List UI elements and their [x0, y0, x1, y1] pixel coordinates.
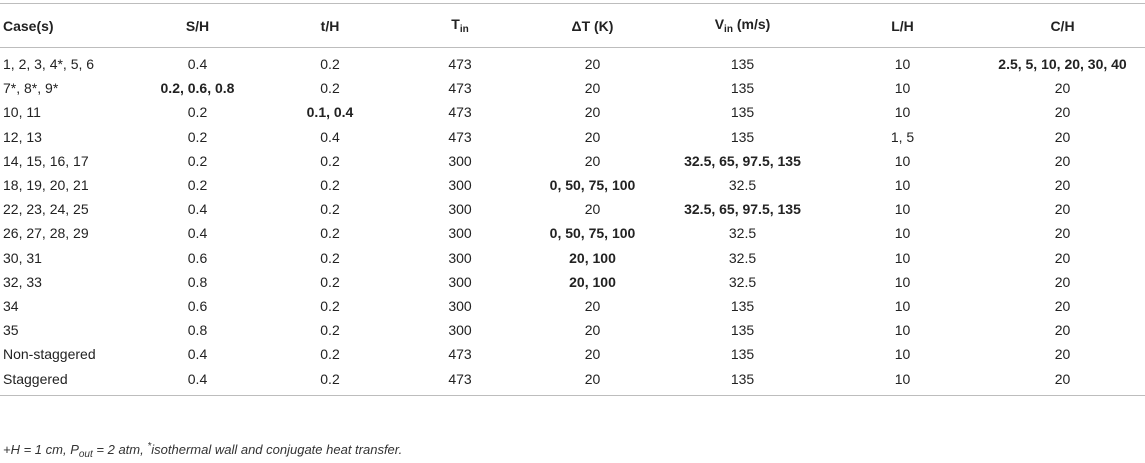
cell-vin: 135 [730, 322, 755, 339]
cell-case: 14, 15, 16, 17 [3, 152, 89, 169]
header-vin-sub: in [724, 24, 733, 35]
table-footnote [3, 441, 402, 460]
table-row [0, 149, 1145, 173]
cell-tin: 473 [448, 104, 472, 121]
header-dt: ΔT (K) [525, 4, 660, 48]
cell-th: 0.4 [320, 128, 340, 145]
cell-ch: 20 [1054, 80, 1071, 97]
cell-dt: 20 [584, 128, 601, 145]
cell-sh: 0.2, 0.6, 0.8 [160, 80, 235, 97]
cell-th: 0.2 [320, 249, 340, 266]
cell-tin: 300 [448, 297, 472, 314]
cell-sh: 0.8 [187, 273, 208, 290]
table-row [0, 318, 1145, 342]
cell-dt: 20, 100 [569, 249, 616, 266]
footnote-part2: = 2 atm, [92, 442, 148, 457]
cell-dt: 0, 50, 75, 100 [549, 177, 636, 194]
cell-ch: 20 [1054, 152, 1071, 169]
header-sh: S/H [130, 4, 265, 48]
cell-tin: 473 [448, 80, 472, 97]
cell-tin: 473 [448, 128, 472, 145]
cell-vin: 135 [730, 56, 755, 73]
cell-tin: 300 [448, 322, 472, 339]
cell-th: 0.2 [320, 152, 340, 169]
table-row [0, 173, 1145, 197]
cell-case: 18, 19, 20, 21 [3, 177, 89, 194]
header-tin-main: T [451, 16, 460, 32]
cell-sh: 0.4 [187, 201, 208, 218]
cell-tin: 300 [448, 249, 472, 266]
cell-ch: 20 [1054, 225, 1071, 242]
cell-dt: 20 [584, 56, 601, 73]
cell-vin: 32.5 [728, 177, 757, 194]
cell-ch: 20 [980, 366, 1145, 395]
table-row [0, 246, 1145, 270]
header-vin [660, 4, 825, 48]
cell-ch: 20 [1054, 201, 1071, 218]
cell-tin: 300 [448, 273, 472, 290]
cell-dt: 20 [584, 297, 601, 314]
cell-tin: 473 [448, 56, 472, 73]
cell-lh: 10 [894, 56, 911, 73]
header-vin-main: V [714, 16, 725, 32]
cell-th: 0.2 [320, 80, 340, 97]
cell-vin: 32.5 [728, 273, 757, 290]
cell-lh: 10 [894, 322, 911, 339]
cell-tin: 473 [395, 366, 525, 395]
cell-vin: 135 [730, 80, 755, 97]
cell-th: 0.2 [320, 225, 340, 242]
footnote-part1: +H = 1 cm, P [3, 442, 79, 457]
cell-sh: 0.2 [187, 177, 208, 194]
cell-case: 32, 33 [3, 273, 42, 290]
cell-ch: 20 [1054, 128, 1071, 145]
cell-case: 30, 31 [3, 249, 42, 266]
cell-vin: 135 [730, 346, 755, 363]
header-ch: C/H [980, 4, 1145, 48]
table-row [0, 366, 1145, 395]
cell-dt: 20 [584, 346, 601, 363]
footnote-part3: isothermal wall and conjugate heat transfer. [151, 442, 403, 457]
table-row [0, 221, 1145, 245]
cell-sh: 0.2 [187, 104, 208, 121]
footnote-sup: * [147, 441, 152, 452]
cell-tin: 300 [448, 177, 472, 194]
table-row [0, 294, 1145, 318]
cell-th: 0.2 [320, 56, 340, 73]
table-row [0, 270, 1145, 294]
cell-th: 0.2 [265, 366, 395, 395]
table-row [0, 342, 1145, 366]
cell-lh: 10 [894, 249, 911, 266]
cell-lh: 10 [894, 297, 911, 314]
cell-case: 34 [3, 297, 19, 314]
cell-case: 35 [3, 322, 19, 339]
header-tin [395, 4, 525, 48]
cell-sh: 0.6 [187, 297, 208, 314]
table-body [0, 48, 1145, 396]
cell-ch: 20 [1054, 346, 1071, 363]
cell-lh: 10 [894, 201, 911, 218]
cell-vin: 32.5 [728, 225, 757, 242]
cell-vin: 135 [730, 297, 755, 314]
table-row [0, 100, 1145, 124]
cell-sh: 0.4 [187, 225, 208, 242]
cell-sh: 0.4 [187, 346, 208, 363]
cell-th: 0.2 [320, 177, 340, 194]
cell-th: 0.2 [320, 346, 340, 363]
header-vin-unit: (m/s) [732, 16, 771, 32]
cell-case: 1, 2, 3, 4*, 5, 6 [3, 56, 95, 73]
cell-ch: 20 [1054, 249, 1071, 266]
cell-dt: 20, 100 [569, 273, 616, 290]
footnote-sub: out [78, 449, 93, 460]
cell-ch: 20 [1054, 177, 1071, 194]
cell-vin: 32.5 [728, 249, 757, 266]
cell-sh: 0.4 [130, 366, 265, 395]
table-row [0, 197, 1145, 221]
cell-lh: 10 [825, 366, 980, 395]
cell-case: 10, 11 [3, 104, 41, 121]
cell-case: 22, 23, 24, 25 [3, 201, 89, 218]
header-th: t/H [265, 4, 395, 48]
cell-lh: 10 [894, 225, 911, 242]
cell-ch: 2.5, 5, 10, 20, 30, 40 [998, 56, 1127, 73]
cell-lh: 10 [894, 177, 911, 194]
header-case: Case(s) [0, 4, 130, 48]
cell-ch: 20 [1054, 273, 1071, 290]
cell-ch: 20 [1054, 104, 1071, 121]
cell-case: 26, 27, 28, 29 [3, 225, 89, 242]
cell-vin: 135 [730, 128, 755, 145]
header-lh: L/H [825, 4, 980, 48]
cell-tin: 300 [448, 225, 472, 242]
cell-th: 0.2 [320, 273, 340, 290]
table-header-row [0, 4, 1145, 48]
cell-dt: 20 [525, 366, 660, 395]
cell-dt: 0, 50, 75, 100 [549, 225, 636, 242]
header-tin-sub: in [459, 24, 469, 35]
cell-sh: 0.6 [187, 249, 208, 266]
cell-case: 7*, 8*, 9* [3, 80, 59, 97]
cell-vin: 32.5, 65, 97.5, 135 [684, 152, 801, 169]
cell-th: 0.2 [320, 201, 340, 218]
cell-sh: 0.4 [187, 56, 208, 73]
cell-lh: 10 [894, 346, 911, 363]
table-row [0, 48, 1145, 77]
cell-lh: 1, 5 [890, 128, 915, 145]
cell-lh: 10 [894, 273, 911, 290]
cell-ch: 20 [1054, 322, 1071, 339]
cell-sh: 0.2 [187, 128, 208, 145]
cell-dt: 20 [584, 322, 601, 339]
cell-th: 0.2 [320, 297, 340, 314]
cell-tin: 300 [448, 201, 472, 218]
cell-case: Non-staggered [3, 346, 96, 363]
cell-tin: 300 [448, 152, 472, 169]
cell-lh: 10 [894, 80, 911, 97]
cell-sh: 0.2 [187, 152, 208, 169]
cell-dt: 20 [584, 152, 601, 169]
cell-dt: 20 [584, 80, 601, 97]
cell-vin: 32.5, 65, 97.5, 135 [684, 201, 801, 218]
cell-dt: 20 [584, 201, 601, 218]
cell-lh: 10 [894, 152, 911, 169]
cell-dt: 20 [584, 104, 601, 121]
parameters-table [0, 3, 1145, 396]
table-row [0, 76, 1145, 100]
cell-tin: 473 [448, 346, 472, 363]
cell-case: Staggered [0, 366, 130, 395]
cell-th: 0.1, 0.4 [306, 104, 354, 121]
cell-th: 0.2 [320, 322, 340, 339]
cell-case: 12, 13 [3, 128, 42, 145]
table-row [0, 125, 1145, 149]
cell-vin: 135 [660, 366, 825, 395]
cell-vin: 135 [730, 104, 755, 121]
cell-lh: 10 [894, 104, 911, 121]
cell-ch: 20 [1054, 297, 1071, 314]
cell-sh: 0.8 [187, 322, 208, 339]
